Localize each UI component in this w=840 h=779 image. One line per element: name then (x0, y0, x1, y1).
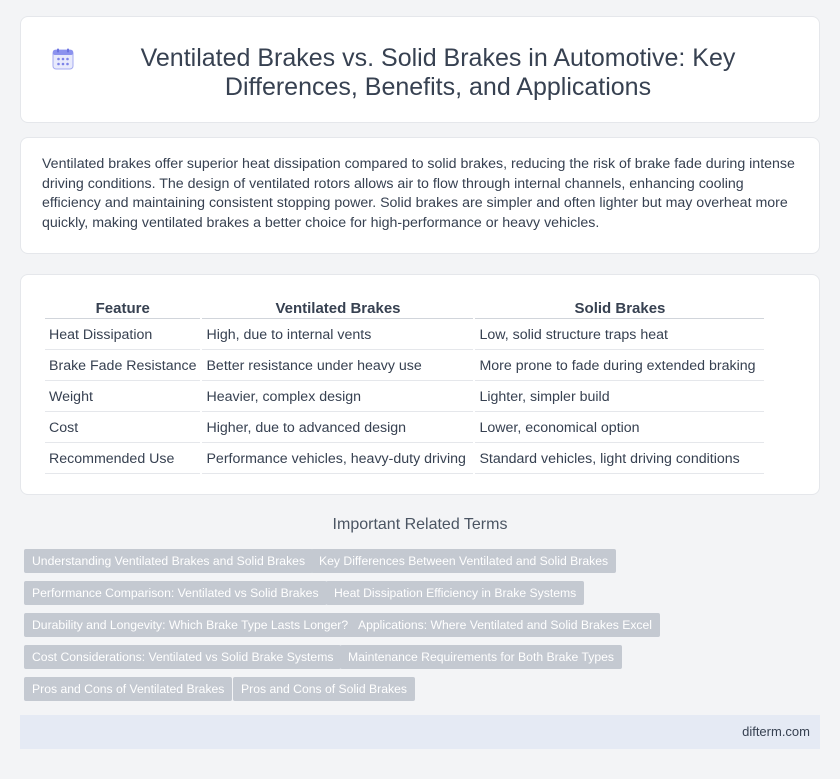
footer (20, 715, 820, 749)
table-cell: Lighter, simpler build (475, 383, 764, 412)
summary-text: Ventilated brakes offer superior heat dissipation compared to solid brakes, reducing the risk of brake fade during intense driving conditions. The design of ventilated rotors allows air to flow through internal channels, enhancing cooling efficiency and maintaining consistent stopping power. Solid brakes are simpler and often lighter but may overheat more quickly, making ventilated brakes a better choice for high-performance or heavy vehicles. (42, 156, 795, 231)
summary-card (20, 137, 820, 254)
related-term-tag[interactable]: Applications: Where Ventilated and Solid Brakes Excel (350, 613, 660, 637)
table-cell: Cost (45, 414, 200, 443)
comparison-table (43, 296, 766, 476)
table-cell: Standard vehicles, light driving conditions (475, 445, 764, 474)
column-header-solid: Solid Brakes (475, 298, 764, 319)
table-cell: Brake Fade Resistance (45, 352, 200, 381)
table-cell: More prone to fade during extended braking (475, 352, 764, 381)
related-term-tag[interactable]: Maintenance Requirements for Both Brake Types (340, 645, 622, 669)
related-term-tag[interactable]: Durability and Longevity: Which Brake Type Lasts Longer? (24, 613, 356, 637)
table-cell: Performance vehicles, heavy-duty driving (202, 445, 473, 474)
table-cell: Heavier, complex design (202, 383, 473, 412)
related-term-tag[interactable]: Pros and Cons of Solid Brakes (233, 677, 415, 701)
related-term-tag[interactable]: Key Differences Between Ventilated and Solid Brakes (311, 549, 616, 573)
page-title: Ventilated Brakes vs. Solid Brakes in Automotive: Key Differences, Benefits, and Applications (140, 43, 736, 101)
table-cell: Lower, economical option (475, 414, 764, 443)
table-cell: Higher, due to advanced design (202, 414, 473, 443)
table-cell: Recommended Use (45, 445, 200, 474)
table-cell: Low, solid structure traps heat (475, 321, 764, 350)
table-cell: Heat Dissipation (45, 321, 200, 350)
title-wrap (21, 17, 819, 122)
table-header-row (45, 298, 764, 319)
related-terms-heading: Important Related Terms (332, 516, 508, 533)
table-row (45, 352, 764, 381)
title-card (20, 16, 820, 123)
table-cell: High, due to internal vents (202, 321, 473, 350)
table-cell: Better resistance under heavy use (202, 352, 473, 381)
table-row (45, 445, 764, 474)
table-cell: Weight (45, 383, 200, 412)
related-term-tag[interactable]: Pros and Cons of Ventilated Brakes (24, 677, 232, 701)
column-header-feature: Feature (45, 298, 200, 319)
site-link[interactable]: difterm.com (742, 724, 810, 739)
table-row (45, 414, 764, 443)
related-term-tag[interactable]: Performance Comparison: Ventilated vs Solid Brakes (24, 581, 327, 605)
table-row (45, 383, 764, 412)
table-row (45, 321, 764, 350)
related-term-tag[interactable]: Understanding Ventilated Brakes and Solid Brakes (24, 549, 313, 573)
related-term-tag[interactable]: Heat Dissipation Efficiency in Brake Systems (326, 581, 584, 605)
column-header-ventilated: Ventilated Brakes (202, 298, 473, 319)
related-term-tag[interactable]: Cost Considerations: Ventilated vs Solid Brake Systems (24, 645, 341, 669)
comparison-card (20, 274, 820, 495)
